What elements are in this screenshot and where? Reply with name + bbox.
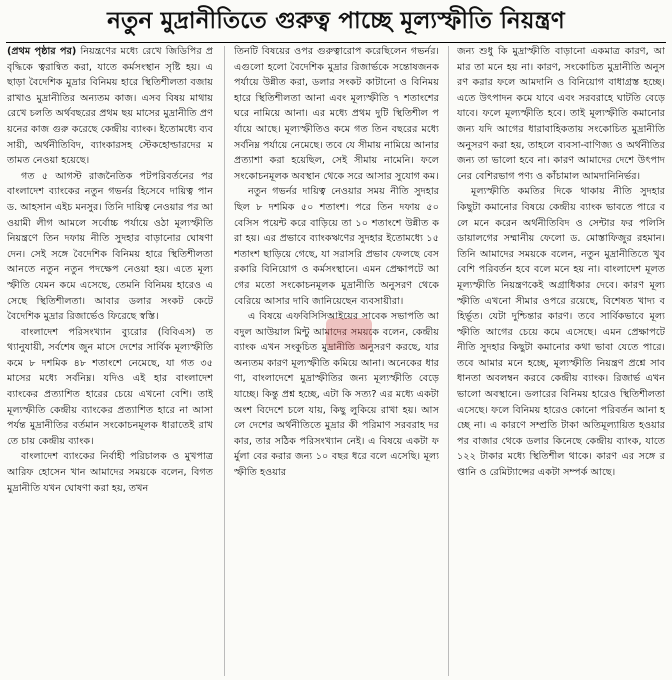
column-divider	[224, 46, 225, 676]
article-column-2	[234, 44, 439, 678]
paragraph: মূল্যস্ফীতি কমতির দিকে থাকায় নীতি সুদহার কিছুটা কমানোর বিষয়ে কেন্দ্রীয় ব্যাংক ভাবতে পারে বলে মনে করেন অর্থনীতিবিদ ও সেন্টার ফর পলিসি ডায়ালগের সম্মানীয় ফেলো ড. মোস্তাফিজুর রহমান। তিনি আমাদের সময়কে বলেন, নতুন মুদ্রানীতিতে খুব বেশি পরিবর্তন হবে বলে মনে হয় না। বাংলাদেশ মূলত মূল্যস্ফীতি নিয়ন্ত্রণকেই অগ্রাধিকার দেবে। কারণ মূল্যস্ফীতি এখনো সীমার ওপরে রয়েছে, বিশেষত খাদ্য বহির্ভূত। যেটা দুশ্চিন্তার কারণ। তবে সার্বিকভাবে মূল্যস্ফীতি আগের চেয়ে কমে এসেছে। এমন প্রেক্ষাপটে নীতি সুদহার কিছুটা কমানোর কথা ভাবা যেতে পারে। তবে আমার মনে হচ্ছে, মূল্যস্ফীতি নিয়ন্ত্রণ প্রশ্নে সাবধানতা অবলম্বন করবে কেন্দ্রীয় ব্যাংক। রিজার্ভ এখন ভালো অবস্থানে। ডলারের বিনিময় হারেও স্থিতিশীলতা এসেছে। ফলে বিনিময় হারেও কোনো পরিবর্তন আনা হচ্ছে না। এ কারণে সম্প্রতি টাকা অতিমূল্যায়িত হওয়ার পর বাজার থেকে ডলার কিনেছে কেন্দ্রীয় ব্যাংক, যাতে ১২২ টাকার মধ্যে স্থিতিশীল থাকে। কারণ এর সঙ্গে রপ্তানি ও রেমিট্যান্সের একটা সম্পর্ক আছে।	[457, 186, 665, 479]
paragraph: গত ৫ আগস্ট রাজনৈতিক পটপরিবর্তনের পর বাংলাদেশ ব্যাংকের নতুন গভর্নর হিসেবে দায়িত্ব পান ড. আহসান এইচ মনসুর। তিনি দায়িত্ব নেওয়ার পর আওয়ামী লীগ আমলে সর্বোচ্চ পর্যায়ে ওঠা মূল্যস্ফীতি নিয়ন্ত্রণে তিন দফায় নীতি সুদহার বাড়ানোর ঘোষণা দেন। সেই সঙ্গে বৈদেশিক বিনিময় হারে স্থিতিশীলতা আনতে নতুন নতুন পদক্ষেপ নেওয়া হয়। এতে মূল্যস্ফীতি যেমন কমে এসেছে, তেমনি বিনিময় হারেও এসেছে স্থিতিশীলতা। আবার ডলার সংকট কেটে বৈদেশিক মুদ্রার রিজার্ভেও ফিরেছে স্বস্তি।	[7, 170, 213, 323]
paragraph: নতুন গভর্নর দায়িত্ব নেওয়ার সময় নীতি সুদহার ছিল ৮ দশমিক ৫০ শতাংশ। পরে তিন দফায় ৫০ বেসিস পয়েন্ট করে বাড়িয়ে তা ১০ শতাংশে উন্নীত করা হয়। এর প্রভাবে ব্যাংকঋণের সুদহার ইতোমধ্যে ১৫ শতাংশ ছাড়িয়ে গেছে, যা সরাসরি প্রভাব ফেলছে বেসরকারি বিনিয়োগ ও কর্মসংস্থানে। এমন প্রেক্ষাপটে আগের মতো সংকোচনমূলক মুদ্রানীতি অনুসরণ থেকে বেরিয়ে আসার দাবি জানিয়েছেন ব্যবসায়ীরা।	[234, 186, 439, 307]
article-column-3	[457, 44, 665, 678]
column-divider	[448, 46, 449, 676]
paragraph: বাংলাদেশ পরিসংখ্যান ব্যুরোর (বিবিএস) তথ্যানুযায়ী, সর্বশেষ জুন মাসে দেশের সার্বিক মূল্যস্ফীতি কমে ৮ দশমিক ৪৮ শতাংশে নেমেছে, যা গত ৩৫ মাসের মধ্যে সর্বনিম্ন। যদিও এই হার বাংলাদেশ ব্যাংকের প্রত্যাশিত হারের চেয়ে এখনো বেশি। তাই মূল্যস্ফীতি কেন্দ্রীয় ব্যাংকের প্রত্যাশিত হারে না আসা পর্যন্ত মুদ্রানীতির বর্তমান সংকোচনমূলক ধারাতেই রাখতে চায় কেন্দ্রীয় ব্যাংক।	[7, 326, 213, 447]
watermark-stamp	[326, 318, 372, 350]
article-column-1	[7, 44, 213, 678]
paragraph	[7, 44, 213, 169]
headline: নতুন মুদ্রানীতিতে গুরুত্ব পাচ্ছে মূল্যস্ফীতি নিয়ন্ত্রণ	[107, 7, 565, 34]
paragraph-text: নিয়ন্ত্রণের মধ্যে রেখে জিডিপির প্রবৃদ্ধিকে ত্বরান্বিত করা, যাতে কর্মসংস্থান সৃষ্টি হয়। এ ছাড়া বৈদেশিক মুদ্রার বিনিময় হারে স্থিতিশীলতা বজায় রাখাও মুদ্রানীতির অন্যতম কাজ। এসব বিষয় মাথায় রেখে চলতি অর্থবছরের প্রথম ছয় মাসের মুদ্রানীতি প্রণয়নের কাজ গুরু করেছে কেন্দ্রীয় ব্যাংক। ইতোমধ্যে ব্যবসায়ী, অর্থনীতিবিদ, ব্যাংকারসহ স্টেকহোল্ডারদের মতামত নেওয়া হয়েছে।	[7, 46, 213, 167]
paragraph: এ বিষয়ে এফবিসিসিআইয়ের সাবেক সভাপতি আবদুল আউয়াল মিন্টু আমাদের সময়কে বলেন, কেন্দ্রীয় ব্যাংক এখন সংকুচিত মুদ্রানীতি অনুসরণ করছে, যার অন্যতম কারণ মূল্যস্ফীতি কমিয়ে আনা। অনেকের ধারণা, বাংলাদেশে মুদ্রাস্ফীতির জন্য মূল্যস্ফীতি বেড়ে যাচ্ছে। কিন্তু প্রশ্ন হচ্ছে, এটা কি সত্য? এর মধ্যে একটা অংশ বিদেশে চলে যায়, কিছু লুকিয়ে রাখা হয়। আসলে দেশের অর্থনীতিতে মুদ্রার কী পরিমাণ সরবরাহ দরকার, তার সঠিক পরিসংখ্যান নেই। এ বিষয়ে একটা ফর্মুলা বের করার জন্য ১০ বছর ধরে বলে এসেছি। মূল্যস্ফীতি হওয়ার	[234, 311, 439, 479]
paragraph: তিনটি বিষয়ের ওপর গুরুত্বারোপ করেছিলেন গভর্নর। এগুলো হলো বৈদেশিক মুদ্রার রিজার্ভকে সন্তোষজনক পর্যায়ে উন্নীত করা, ডলার সংকট কাটানো ও বিনিময় হারে স্থিতিশীলতা আনা এবং মূল্যস্ফীতি ৭ শতাংশের ঘরে নামিয়ে আনা। এর মধ্যে প্রথম দুটি স্থিতিশীল পর্যায়ে আছে। মূল্যস্ফীতিও কমে গত তিন বছরের মধ্যে সর্বনিম্ন পর্যায়ে নেমেছে। তবে যে সীমায় নামিয়ে আনার প্রত্যাশা করা হয়েছিল, সেই সীমায় নামেনি। ফলে সংকোচনমূলক অবস্থান থেকে সরে আসার সুযোগ কম।	[234, 46, 439, 182]
paragraph: বাংলাদেশ ব্যাংকের নির্বাহী পরিচালক ও মুখপাত্র আরিফ হোসেন খান আমাদের সময়কে বলেন, বিগত মুদ্রানীতি যখন ঘোষণা করা হয়, তখন	[7, 451, 213, 494]
headline-rule	[6, 42, 666, 43]
paragraph: জন্য শুধু কি মুদ্রাস্ফীতি বাড়ানো একমাত্র কারণ, আমার তা মনে হয় না। কারণ, সংকোচিত মুদ্রানীতি অনুসরণ করার ফলে আমদানি ও বিনিয়োগ বাধাগ্রস্ত হচ্ছে। এতে উৎপাদন কমে যাবে এবং সরবরাহে ঘাটতি বেড়ে যাবে। ফলে মূল্যস্ফীতি হবে। তাই মূল্যস্ফীতি কমানোর জন্য যদি আগের ধারাবাহিকতায় সংকোচিত মুদ্রানীতি অনুসরণ করা হয়, তাহলে ব্যবসা-বাণিজ্য ও অর্থনীতির জন্য তা ভালো হবে না। কারণ আমাদের দেশে উৎপাদনের বেশিরভাগ পণ্য ও কাঁচামাল আমদানিনির্ভর।	[457, 46, 665, 182]
continued-marker: (প্রথম পৃষ্ঠার পর)	[7, 46, 77, 57]
